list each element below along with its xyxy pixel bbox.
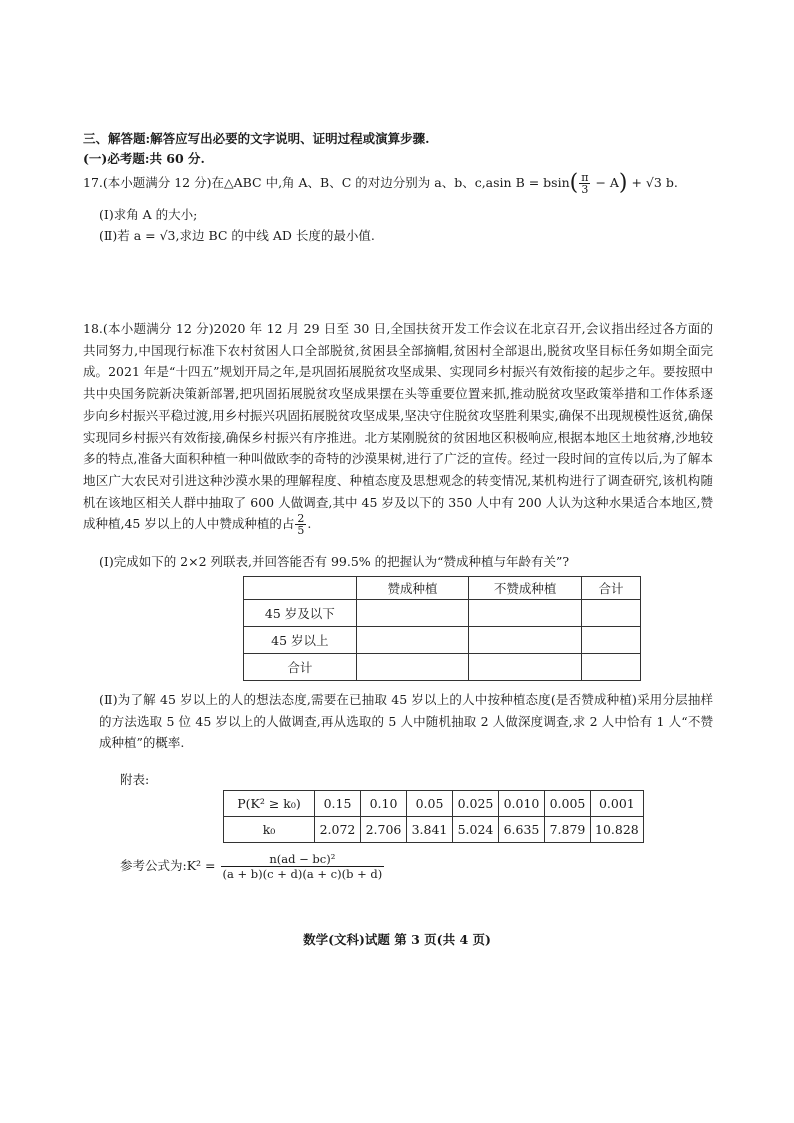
- ref-cell: 7.879: [545, 817, 591, 843]
- table-cell: [469, 654, 582, 681]
- formula-num: n(ad − bc)²: [221, 852, 385, 867]
- ref-cell: 0.025: [453, 791, 499, 817]
- table-header-cell: [244, 577, 357, 600]
- table-header-row: [244, 577, 641, 600]
- formula-label: 参考公式为:K² =: [120, 858, 216, 873]
- ref-row-k: [224, 817, 644, 843]
- ref-cell: 0.10: [361, 791, 407, 817]
- ref-cell: 0.15: [315, 791, 361, 817]
- table-cell: [356, 600, 469, 627]
- table-cell: [469, 600, 582, 627]
- section-subtitle: (一)必考题:共 60 分.: [83, 151, 205, 166]
- table-cell: [581, 600, 640, 627]
- page-footer: 数学(文科)试题 第 3 页(共 4 页): [303, 932, 491, 947]
- table-row: [244, 627, 641, 654]
- right-paren: ): [618, 170, 628, 196]
- appendix-label: 附表:: [120, 772, 150, 787]
- q17-tail: + √3 b.: [627, 175, 678, 190]
- ref-cell: 6.635: [499, 817, 545, 843]
- table-cell: [581, 654, 640, 681]
- ref-cell: 10.828: [591, 817, 644, 843]
- q18-frac-den: 5: [297, 524, 305, 538]
- ref-cell: 2.706: [361, 817, 407, 843]
- ref-cell: 0.005: [545, 791, 591, 817]
- contingency-table: [243, 576, 641, 681]
- table-cell: 合计: [244, 654, 357, 681]
- table-cell: [356, 627, 469, 654]
- q17-frac-den: 3: [581, 183, 589, 196]
- ref-cell: 3.841: [407, 817, 453, 843]
- ref-cell: 5.024: [453, 817, 499, 843]
- q17-part1: (Ⅰ)求角 A 的大小;: [99, 207, 198, 222]
- q18-fraction: [295, 513, 306, 536]
- table-header-cell: 合计: [581, 577, 640, 600]
- left-paren: (: [569, 170, 579, 196]
- q18-part2: (Ⅱ)为了解 45 岁以上的人的想法态度,需要在已抽取 45 岁以上的人中按种植态度(是否赞成种植)采用分层抽样的方法选取 5 位 45 岁以上的人做调查,再从选取的 5 人中随机抽取 2 人做深度调查,求 2 人中恰有 1 人“不赞成种植”的概率.: [99, 692, 713, 750]
- section-title: 三、解答题:解答应写出必要的文字说明、证明过程或演算步骤.: [83, 131, 430, 146]
- q18-body-end: .: [307, 516, 312, 532]
- q18-frac-num: 2: [297, 512, 305, 526]
- formula-den: (a + b)(c + d)(a + c)(b + d): [222, 867, 383, 881]
- q17-frac-num: π: [581, 171, 589, 184]
- reference-formula: [120, 852, 385, 881]
- table-cell: 45 岁以上: [244, 627, 357, 654]
- reference-table: [223, 790, 644, 843]
- q18-body-text: 18.(本小题满分 12 分)2020 年 12 月 29 日至 30 日,全国扶贫开发工作会议在北京召开,会议指出经过各方面的共同努力,中国现行标准下农村贫困人口全部脱贫,贫困县全部摘帽,贫困村全部退出,脱贫攻坚目标任务如期全面完成。2021 年是“十四五”规划开局之年,是巩固拓展脱贫攻坚成果、实现同乡村振兴有效衔接的起步之年。要按照中共中央国务院新决策新部署,把巩固拓展脱贫攻坚成果摆在头等重要位置来抓,推动脱贫攻坚政策举措和工作体系逐步向乡村振兴平稳过渡,用乡村振兴巩固拓展脱贫攻坚成果,坚决守住脱贫攻坚胜利果实,确保不出现规模性返贫,确保实现同乡村振兴有效衔接,确保乡村振兴有序推进。北方某刚脱贫的贫困地区积极响应,根据本地区土地贫瘠,沙地较多的特点,准备大面积种植一种叫做欧李的奇特的沙漠果树,进行了广泛的宣传。经过一段时间的宣传以后,为了解本地区广大农民对引进这种沙漠水果的理解程度、种植态度及思想观念的转变情况,某机构进行了调查研究,该机构随机在该地区相关人群中抽取了 600 人做调查,其中 45 岁及以下的 350 人中有 200 人认为这种水果适合本地区,赞成种植,45 岁以上的人中赞成种植的占: [83, 321, 713, 532]
- table-row: [244, 600, 641, 627]
- table-header-cell: 赞成种植: [356, 577, 469, 600]
- table-cell: [581, 627, 640, 654]
- formula-fraction: [221, 852, 385, 881]
- q17-part2: (Ⅱ)若 a = √3,求边 BC 的中线 AD 长度的最小值.: [99, 228, 375, 243]
- table-cell: [356, 654, 469, 681]
- ref-cell: 0.010: [499, 791, 545, 817]
- table-header-cell: 不赞成种植: [469, 577, 582, 600]
- ref-cell: 0.05: [407, 791, 453, 817]
- q17-head: 17.(本小题满分 12 分)在△ABC 中,角 A、B、C 的对边分别为 a、b、c,asin B = bsin: [83, 175, 570, 190]
- table-cell: [469, 627, 582, 654]
- ref-row-label: P(K² ≥ k₀): [224, 791, 315, 817]
- ref-cell: 2.072: [315, 817, 361, 843]
- q17-paren-mid: − A: [591, 175, 619, 190]
- q18-part1: (Ⅰ)完成如下的 2×2 列联表,并回答能否有 99.5% 的把握认为“赞成种植与年龄有关”?: [99, 554, 570, 569]
- ref-row-label: k₀: [224, 817, 315, 843]
- ref-cell: 0.001: [591, 791, 644, 817]
- q17-stem: [83, 172, 678, 195]
- ref-row-p: [224, 791, 644, 817]
- q18-body: [83, 318, 713, 536]
- q17-fraction: [579, 172, 590, 195]
- table-row: [244, 654, 641, 681]
- table-cell: 45 岁及以下: [244, 600, 357, 627]
